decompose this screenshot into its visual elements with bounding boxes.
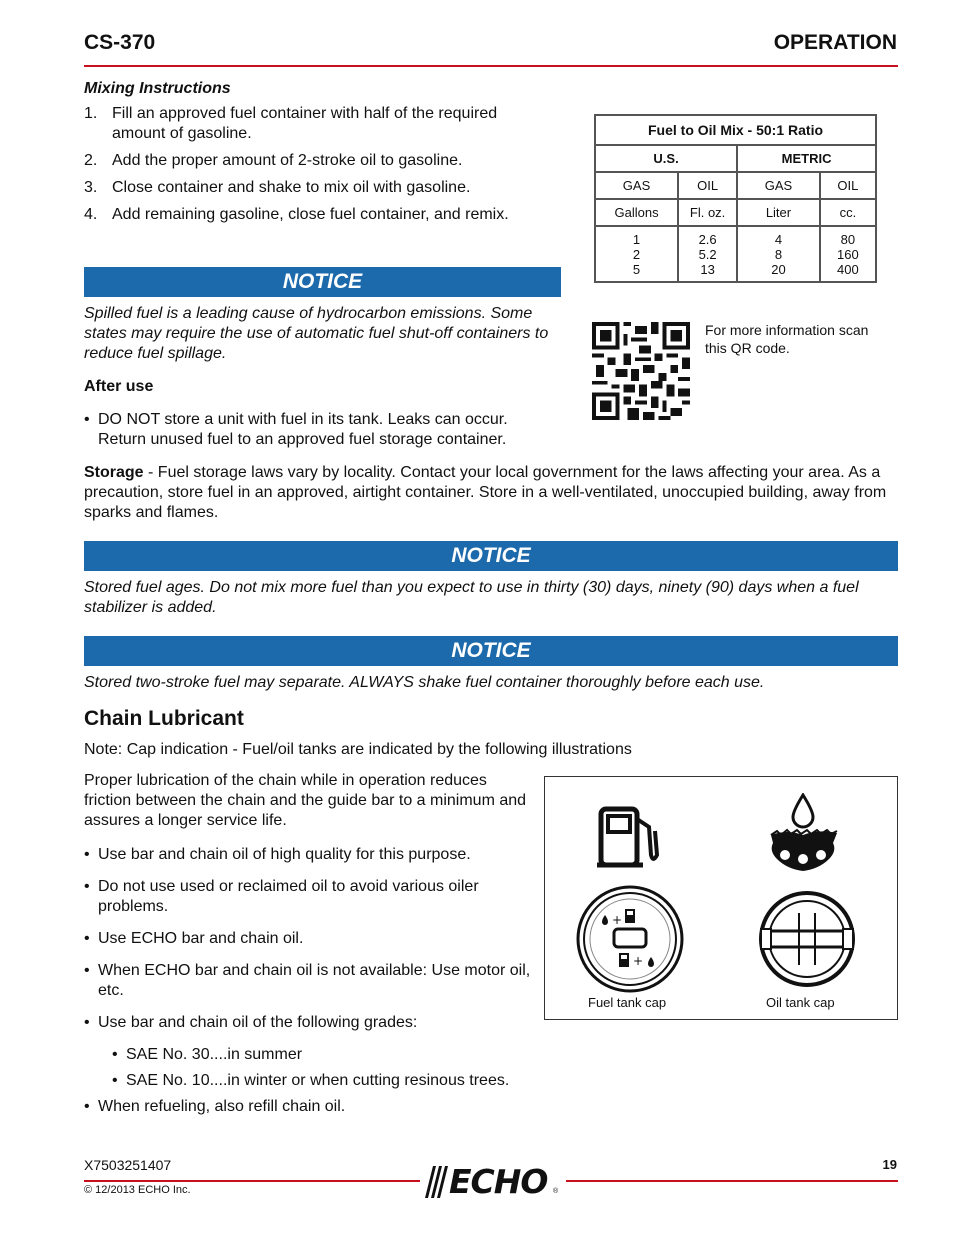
page-number: 19 — [882, 1157, 897, 1172]
oil-cap-label: Oil tank cap — [766, 995, 835, 1010]
col-oil-us: OIL — [678, 172, 737, 199]
grade-item: • SAE No. 10....in winter or when cutting resinous trees. — [112, 1072, 510, 1089]
notice-banner: NOTICE — [84, 267, 561, 297]
gallons-values: 1 2 5 — [595, 226, 678, 282]
list-item: • When refueling, also refill chain oil. — [84, 1098, 346, 1115]
notice-text: Stored fuel ages. Do not mix more fuel than you expect to use in thirty (30) days, ninety (90) days when a fuel stabilizer is added. — [84, 579, 859, 616]
us-header: U.S. — [595, 145, 737, 172]
oil-chain-icon — [767, 793, 839, 875]
list-item: • Use ECHO bar and chain oil. — [84, 930, 304, 947]
fuel-oil-ratio-table — [594, 114, 877, 283]
oil-tank-cap-icon — [757, 889, 857, 989]
echo-logo-text: ECHO — [449, 1162, 548, 1201]
chain-bullets — [84, 845, 536, 1117]
svg-text:+: + — [633, 954, 644, 968]
floz-values: 2.6 5.2 13 — [678, 226, 737, 282]
liter-values: 4 8 20 — [737, 226, 820, 282]
unit-floz: Fl. oz. — [678, 199, 737, 226]
list-item: • Use bar and chain oil of the following grades: — [84, 1014, 418, 1031]
metric-header: METRIC — [737, 145, 876, 172]
cap-illustration-box — [544, 776, 898, 1020]
model-name: CS-370 — [84, 31, 156, 54]
list-item: • When ECHO bar and chain oil is not available: Use motor oil, etc. — [84, 962, 531, 999]
notice-text: Spilled fuel is a leading cause of hydrocarbon emissions. Some states may require the use of automatic fuel shut-off containers to reduce fuel spillage. — [84, 305, 549, 362]
chain-intro: Proper lubrication of the chain while in operation reduces friction between the chain and the guide bar to a minimum and assures a longer service life. — [84, 772, 527, 829]
after-use-title: After use — [84, 378, 154, 395]
fuel-pump-icon — [597, 805, 665, 869]
fuel-tank-cap-icon — [575, 885, 685, 993]
qr-caption: For more information scan this QR code. — [705, 322, 869, 356]
step-item: 4. Add remaining gasoline, close fuel container, and remix. — [84, 206, 509, 223]
svg-text:+: + — [612, 913, 623, 927]
unit-gallons: Gallons — [595, 199, 678, 226]
list-item: • Do not use used or reclaimed oil to avoid various oiler problems. — [84, 878, 479, 915]
mixing-title: Mixing Instructions — [84, 80, 231, 97]
ratio-table-title: Fuel to Oil Mix - 50:1 Ratio — [595, 115, 876, 145]
list-item: • Use bar and chain oil of high quality for this purpose. — [84, 846, 471, 863]
after-use-bullet: • DO NOT store a unit with fuel in its tank. Leaks can occur. Return unused fuel to an approved fuel storage container. — [84, 411, 508, 448]
footer-rule-left — [84, 1180, 420, 1182]
unit-cc: cc. — [820, 199, 876, 226]
qr-code-icon[interactable] — [592, 322, 690, 420]
registered-mark: ® — [553, 1188, 559, 1195]
storage-paragraph: Storage - Fuel storage laws vary by locality. Contact your local government for the laws affecting your area. As a precaution, store fuel in an approved, airtight container. Store in a well-ventilated, unoccupied building, away from sparks and flames. — [84, 464, 887, 521]
step-item: 3. Close container and shake to mix oil with gasoline. — [84, 179, 471, 196]
fuel-cap-label: Fuel tank cap — [588, 995, 667, 1010]
cap-note: Note: Cap indication - Fuel/oil tanks are indicated by the following illustrations — [84, 741, 632, 758]
step-item: 2. Add the proper amount of 2-stroke oil to gasoline. — [84, 152, 463, 169]
copyright: © 12/2013 ECHO Inc. — [84, 1184, 191, 1196]
col-gas-us: GAS — [595, 172, 678, 199]
grade-item: • SAE No. 30....in summer — [112, 1046, 303, 1063]
unit-liter: Liter — [737, 199, 820, 226]
mixing-steps — [84, 104, 554, 232]
part-number: X7503251407 — [84, 1157, 172, 1173]
col-gas-metric: GAS — [737, 172, 820, 199]
section-title: OPERATION — [773, 31, 897, 54]
chain-lubricant-title: Chain Lubricant — [84, 707, 244, 730]
col-oil-metric: OIL — [820, 172, 876, 199]
cc-values: 80 160 400 — [820, 226, 876, 282]
notice-banner: NOTICE — [84, 541, 898, 571]
notice-text: Stored two-stroke fuel may separate. ALWAYS shake fuel container thoroughly before each use. — [84, 674, 765, 691]
footer-rule-right — [566, 1180, 898, 1182]
echo-logo — [423, 1164, 563, 1200]
notice-banner: NOTICE — [84, 636, 898, 666]
step-item: 1. Fill an approved fuel container with half of the required amount of gasoline. — [84, 105, 498, 142]
header-rule — [84, 65, 898, 67]
